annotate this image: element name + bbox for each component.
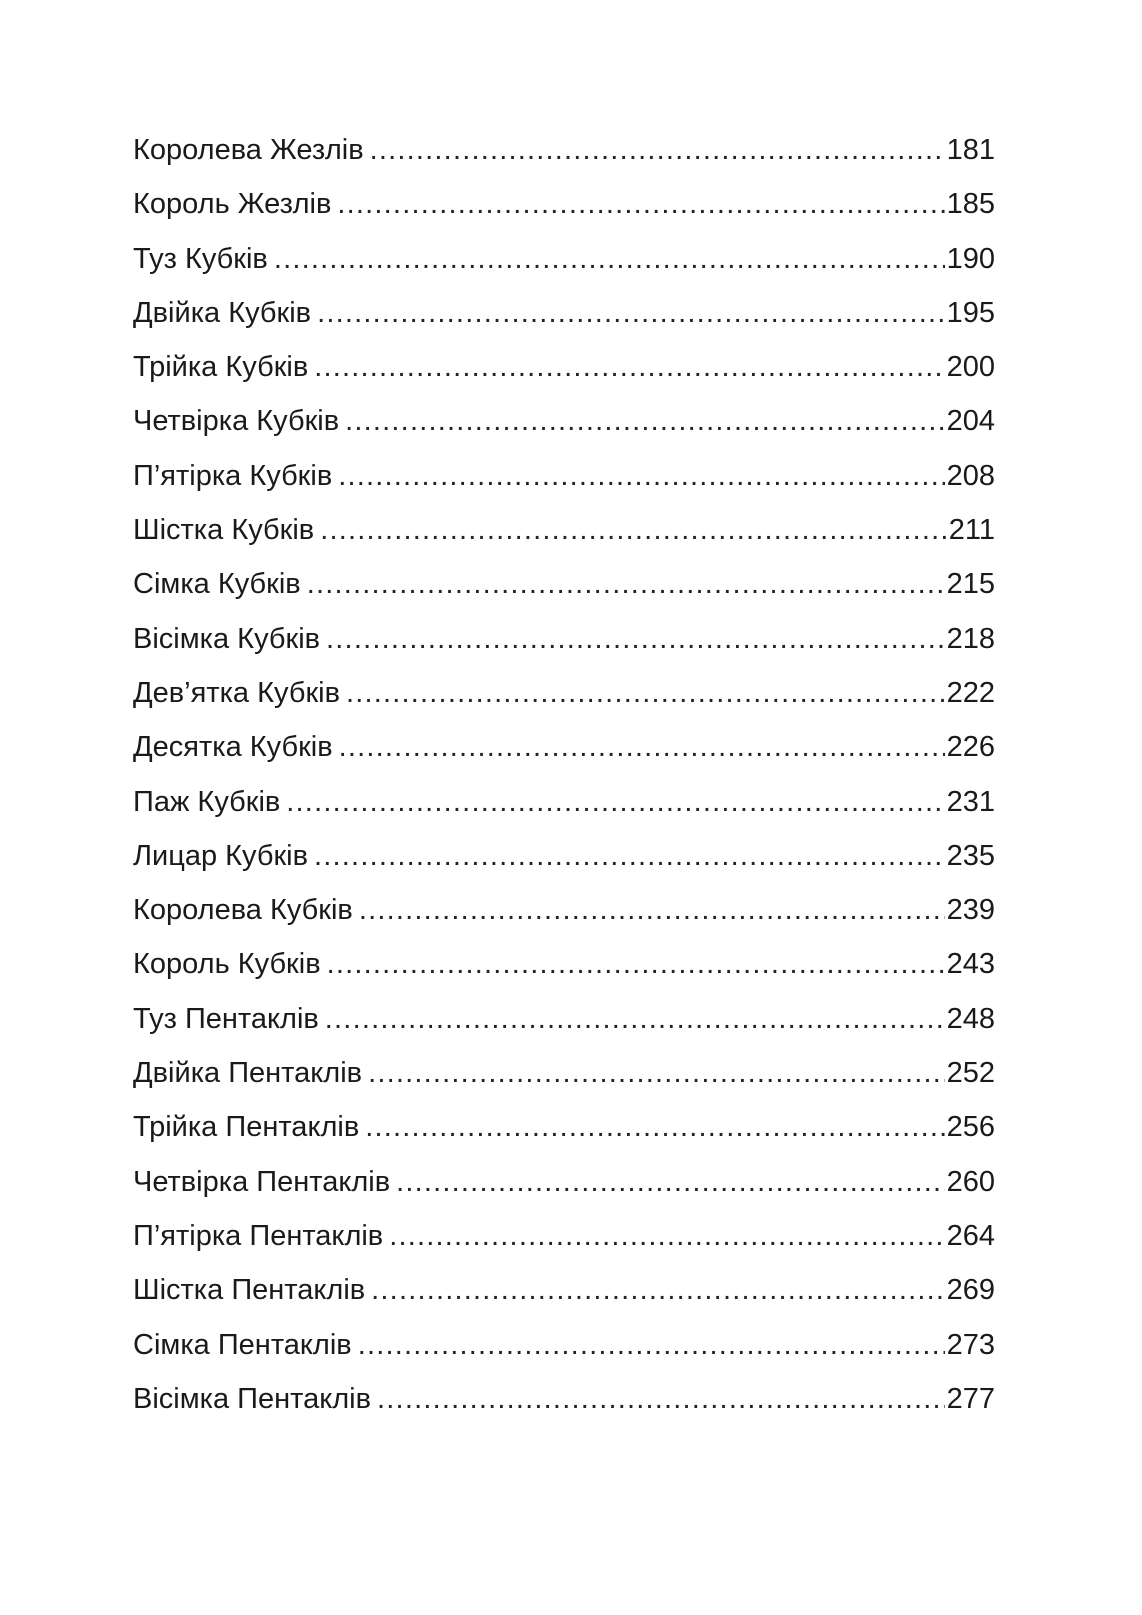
toc-entry-title: Королева Кубків (133, 894, 353, 927)
toc-entry-page: 181 (946, 134, 995, 166)
toc-dot-leader (365, 1105, 944, 1149)
toc-dot-leader (320, 508, 947, 552)
toc-dot-leader (396, 1160, 944, 1204)
toc-entry-title: П’ятірка Кубків (133, 459, 333, 492)
toc-entry-title: Двійка Кубків (133, 296, 312, 329)
toc-dot-leader (314, 834, 945, 878)
toc-entry-page: 222 (946, 676, 995, 709)
toc-entry-title: Трійка Кубків (133, 351, 309, 384)
toc-dot-leader (338, 454, 944, 498)
toc-entry-title: Четвірка Кубків (133, 405, 340, 438)
toc-entry-page: 269 (946, 1274, 995, 1307)
toc-entry[interactable] (133, 237, 995, 291)
toc-entry-title: Лицар Кубків (133, 839, 309, 872)
toc-entry[interactable] (133, 997, 995, 1051)
toc-entry-title: Король Жезлів (133, 188, 332, 221)
toc-entry[interactable] (133, 1214, 995, 1268)
toc-entry-page: 273 (946, 1328, 995, 1361)
toc-dot-leader (339, 725, 945, 769)
toc-dot-leader (370, 128, 945, 172)
toc-entry-title: Двійка Пентаклів (133, 1057, 363, 1090)
table-of-contents (133, 128, 995, 1431)
toc-dot-leader (359, 888, 945, 932)
toc-entry-page: 185 (946, 188, 995, 221)
toc-entry-page: 252 (946, 1057, 995, 1090)
toc-entry[interactable] (133, 1377, 995, 1431)
toc-entry-page: 235 (946, 839, 995, 872)
toc-dot-leader (327, 942, 945, 986)
toc-dot-leader (371, 1268, 944, 1312)
toc-entry[interactable] (133, 617, 995, 671)
toc-entry-page: 195 (946, 296, 995, 329)
toc-dot-leader (326, 617, 945, 661)
toc-entry-page: 208 (946, 459, 995, 492)
toc-entry-page: 211 (948, 514, 995, 547)
toc-entry-title: Вісімка Кубків (133, 622, 321, 655)
toc-entry-page: 204 (946, 405, 995, 438)
toc-entry-title: П’ятірка Пентаклів (133, 1219, 384, 1252)
toc-entry-title: Трійка Пентаклів (133, 1111, 360, 1144)
toc-entry[interactable] (133, 888, 995, 942)
toc-entry[interactable] (133, 1268, 995, 1322)
toc-entry-page: 200 (946, 351, 995, 384)
toc-entry-page: 190 (946, 242, 995, 275)
toc-entry[interactable] (133, 1105, 995, 1159)
toc-entry-title: Дев’ятка Кубків (133, 676, 340, 709)
toc-entry[interactable] (133, 291, 995, 345)
toc-dot-leader (358, 1323, 945, 1367)
toc-entry[interactable] (133, 1160, 995, 1214)
toc-dot-leader (346, 671, 945, 715)
toc-entry-title: Вісімка Пентаклів (133, 1382, 372, 1415)
toc-entry[interactable] (133, 1323, 995, 1377)
toc-entry[interactable] (133, 780, 995, 834)
toc-entry-page: 226 (946, 731, 995, 764)
toc-entry[interactable] (133, 345, 995, 399)
toc-entry-title: Королева Жезлів (133, 134, 364, 166)
toc-entry-page: 248 (946, 1002, 995, 1035)
toc-entry[interactable] (133, 454, 995, 508)
toc-entry-title: Шістка Кубків (133, 514, 315, 547)
toc-entry-page: 239 (946, 894, 995, 927)
toc-entry[interactable] (133, 942, 995, 996)
toc-entry[interactable] (133, 725, 995, 779)
toc-entry-page: 264 (946, 1219, 995, 1252)
toc-entry-title: Король Кубків (133, 948, 321, 981)
toc-entry[interactable] (133, 182, 995, 236)
toc-entry[interactable] (133, 399, 995, 453)
toc-entry-page: 256 (946, 1111, 995, 1144)
toc-entry-page: 277 (946, 1382, 995, 1415)
toc-dot-leader (286, 780, 944, 824)
toc-dot-leader (274, 237, 945, 281)
toc-entry-title: Сімка Пентаклів (133, 1328, 352, 1361)
toc-entry-title: Четвірка Пентаклів (133, 1165, 391, 1198)
toc-dot-leader (317, 291, 945, 335)
toc-dot-leader (368, 1051, 945, 1095)
toc-dot-leader (325, 997, 945, 1041)
toc-dot-leader (389, 1214, 944, 1258)
toc-entry[interactable] (133, 834, 995, 888)
toc-entry-title: Сімка Кубків (133, 568, 301, 601)
toc-dot-leader (314, 345, 944, 389)
toc-entry[interactable] (133, 671, 995, 725)
toc-entry-page: 243 (946, 948, 995, 981)
toc-entry[interactable] (133, 1051, 995, 1105)
toc-entry-title: Туз Пентаклів (133, 1002, 319, 1035)
toc-entry-title: Десятка Кубків (133, 731, 333, 764)
toc-dot-leader (337, 182, 944, 226)
toc-entry-title: Паж Кубків (133, 785, 281, 818)
toc-entry-page: 215 (946, 568, 995, 601)
toc-entry[interactable] (133, 562, 995, 616)
toc-entry-title: Шістка Пентаклів (133, 1274, 366, 1307)
toc-entry-page: 231 (946, 785, 995, 818)
toc-dot-leader (307, 562, 945, 606)
toc-entry[interactable] (133, 508, 995, 562)
toc-dot-leader (377, 1377, 945, 1421)
toc-entry-page: 260 (946, 1165, 995, 1198)
toc-entry[interactable] (133, 128, 995, 182)
toc-entry-page: 218 (946, 622, 995, 655)
toc-entry-title: Туз Кубків (133, 242, 268, 275)
toc-dot-leader (345, 399, 944, 443)
